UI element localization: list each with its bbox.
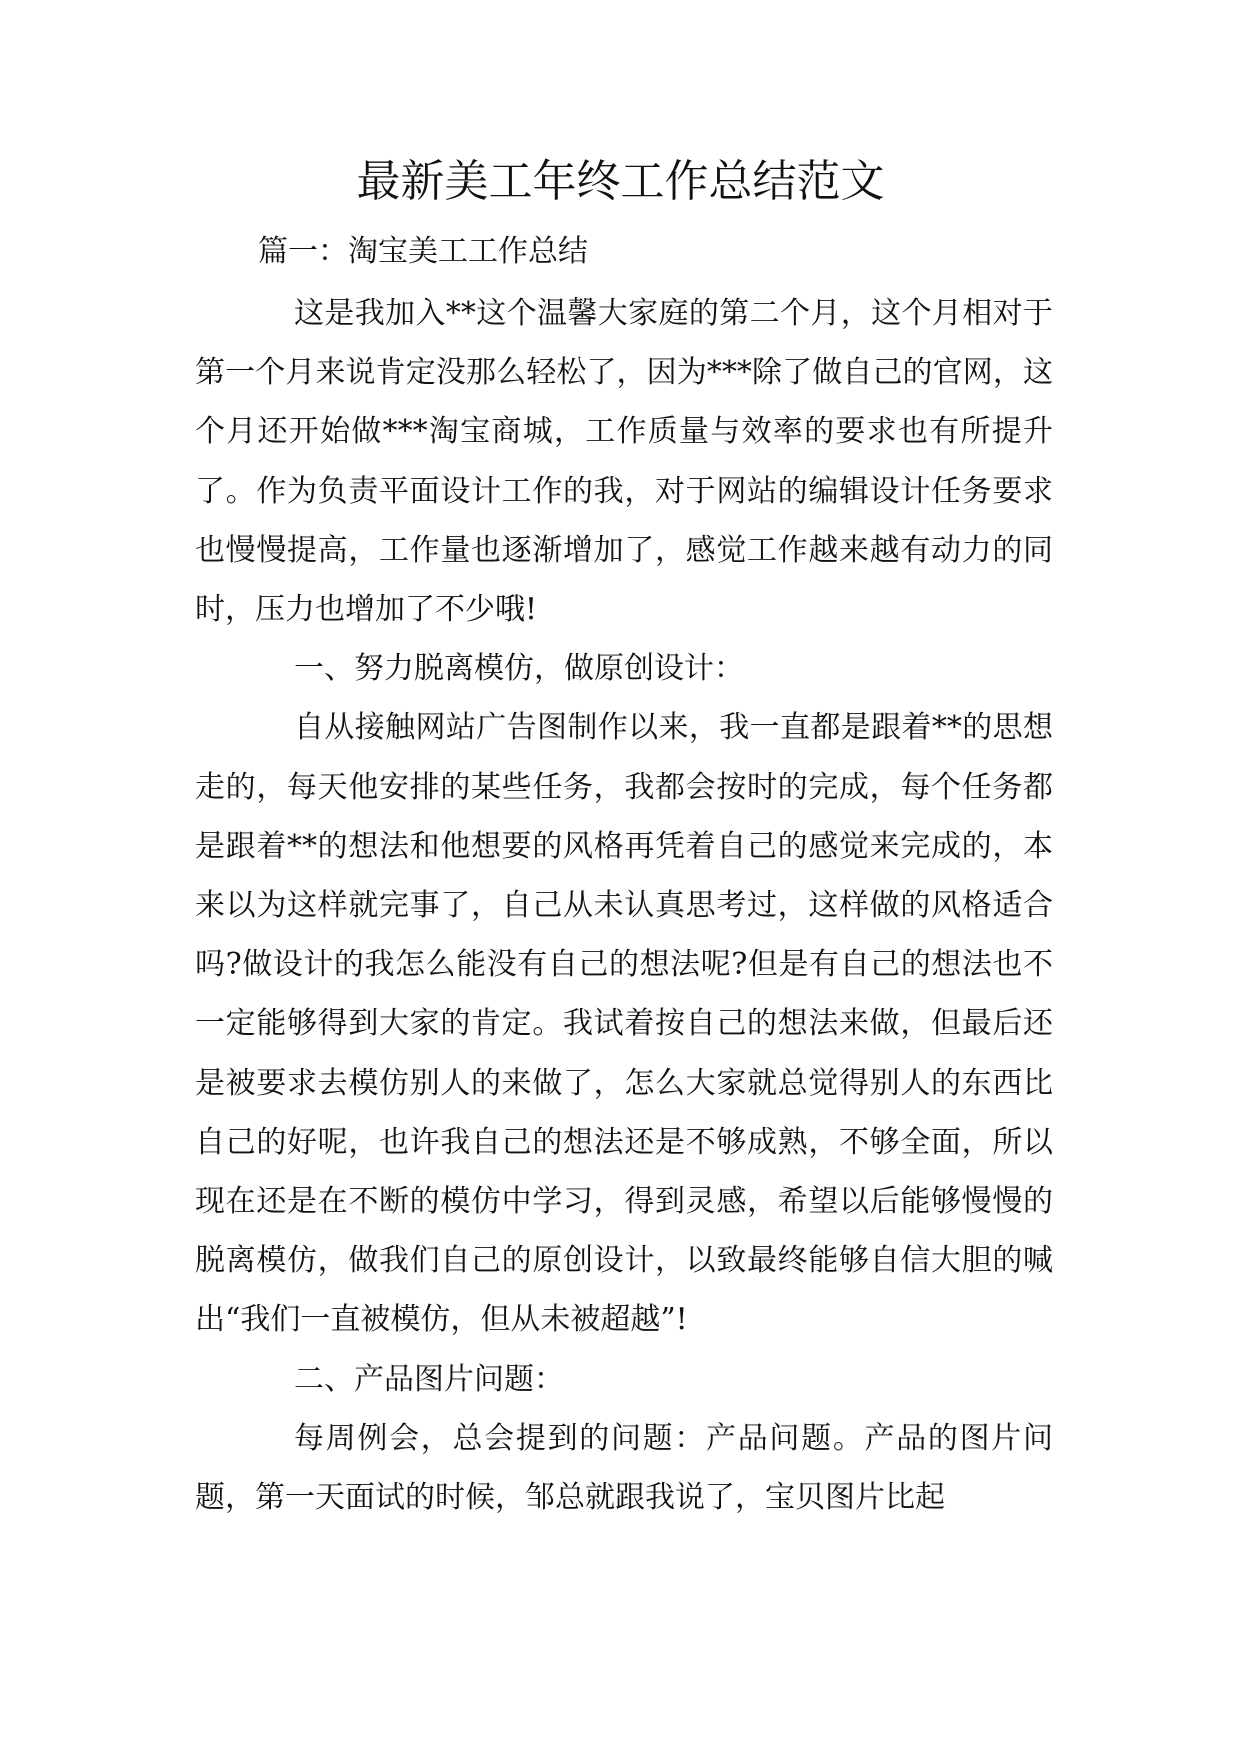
paragraph-original-design: 自从接触网站广告图制作以来，我一直都是跟着**的思想走的，每天他安排的某些任务，我都会按时的完成，每个任务都是跟着**的想法和他想要的风格再凭着自己的感觉来完成的，本来以为这样就完事了，自己从未认真思考过，这样做的风格适合吗?做设计的我怎么能没有自己的想法呢?但是有自己的想法也不一定能够得到大家的肯定。我试着按自己的想法来做，但最后还是被要求去模仿别人的来做了，怎么大家就总觉得别人的东西比自己的好呢，也许我自己的想法还是不够成熟，不够全面，所以现在还是在不断的模仿中学习，得到灵感，希望以后能够慢慢的脱离模仿，做我们自己的原创设计，以致最终能够自信大胆的喊出“我们一直被模仿，但从未被超越”! <box>195 710 1053 1338</box>
section-heading-product-images: 二、产品图片问题： <box>294 1361 564 1397</box>
document-title: 最新美工年终工作总结范文 <box>356 156 885 207</box>
paragraph-intro: 这是我加入**这个温馨大家庭的第二个月，这个月相对于第一个月来说肯定没那么轻松了，因为***除了做自己的官网，这个月还开始做***淘宝商城，工作质量与效率的要求也有所提升了。作为负责平面设计工作的我，对于网站的编辑设计任务要求也慢慢提高，工作量也逐渐增加了，感觉工作越来越有动力的同时，压力也增加了不少哦! <box>195 296 1053 628</box>
document-body <box>195 284 1053 1527</box>
section-heading-original-design: 一、努力脱离模仿，做原创设计： <box>294 651 744 687</box>
paragraph-product-images: 每周例会，总会提到的问题：产品问题。产品的图片问题，第一天面试的时候，邹总就跟我说了，宝贝图片比起 <box>195 1420 1053 1516</box>
document-subtitle: 篇一：淘宝美工工作总结 <box>258 234 588 269</box>
